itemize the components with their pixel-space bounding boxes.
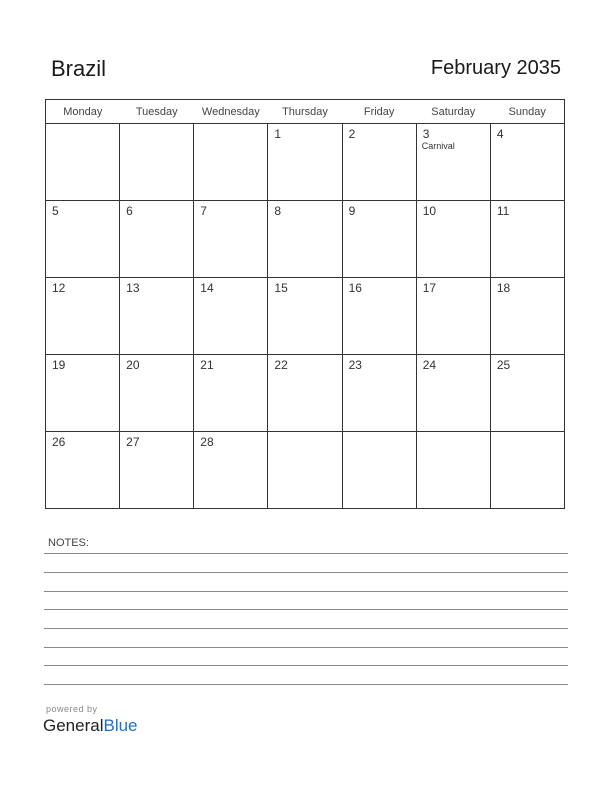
week-row <box>46 124 565 201</box>
calendar-grid <box>45 99 565 509</box>
note-line <box>44 665 568 666</box>
day-cell <box>46 355 120 432</box>
brand-general: General <box>43 716 104 735</box>
day-cell <box>120 278 194 355</box>
day-number: 19 <box>52 358 66 372</box>
day-number: 1 <box>274 127 282 141</box>
day-number: 21 <box>200 358 214 372</box>
day-cell <box>268 355 342 432</box>
country-title: Brazil <box>51 56 107 81</box>
day-number: 3 <box>422 127 430 141</box>
week-row <box>46 355 565 432</box>
brand-logo <box>43 716 138 736</box>
day-number: 25 <box>496 358 511 372</box>
day-cell <box>120 201 194 278</box>
holiday-label: Carnival <box>421 141 455 151</box>
month-title: February 2035 <box>430 57 561 79</box>
day-cell <box>416 124 490 201</box>
day-number: 27 <box>126 435 140 449</box>
day-cell <box>416 201 490 278</box>
day-cell <box>46 432 120 509</box>
day-cell <box>268 432 342 509</box>
day-number: 24 <box>422 358 437 372</box>
weekday-thursday: Thursday <box>268 100 342 124</box>
day-cell <box>194 124 268 201</box>
day-cell <box>46 201 120 278</box>
note-line <box>44 609 568 610</box>
day-cell <box>490 201 564 278</box>
day-cell <box>342 432 416 509</box>
weekday-tuesday: Tuesday <box>120 100 194 124</box>
day-number: 15 <box>274 281 288 295</box>
weekday-wednesday: Wednesday <box>194 100 268 124</box>
note-line <box>44 628 568 629</box>
weekday-saturday: Saturday <box>416 100 490 124</box>
day-cell <box>342 355 416 432</box>
weekday-friday: Friday <box>342 100 416 124</box>
day-number: 20 <box>126 358 140 372</box>
day-cell <box>194 278 268 355</box>
day-number: 22 <box>274 358 288 372</box>
note-line <box>44 684 568 685</box>
brand-blue: Blue <box>103 716 138 735</box>
day-cell <box>194 201 268 278</box>
note-line <box>44 553 568 554</box>
day-number: 2 <box>348 127 356 141</box>
weekday-header-row <box>46 100 565 124</box>
day-number: 9 <box>348 204 356 218</box>
note-line <box>44 647 568 648</box>
day-number: 26 <box>52 435 66 449</box>
day-cell <box>120 432 194 509</box>
day-cell <box>194 355 268 432</box>
day-number: 13 <box>126 281 140 295</box>
day-number: 6 <box>126 204 133 218</box>
day-cell <box>342 201 416 278</box>
day-number: 17 <box>422 281 437 295</box>
day-number: 5 <box>52 204 59 218</box>
week-row <box>46 432 565 509</box>
day-number: 28 <box>200 435 214 449</box>
day-cell <box>416 355 490 432</box>
note-line <box>44 572 568 573</box>
day-cell <box>490 124 564 201</box>
day-cell <box>342 124 416 201</box>
weekday-sunday: Sunday <box>490 100 564 124</box>
day-cell <box>46 124 120 201</box>
day-cell <box>416 432 490 509</box>
day-number: 7 <box>200 204 207 218</box>
day-number: 14 <box>200 281 214 295</box>
day-cell <box>46 278 120 355</box>
note-line <box>44 591 568 592</box>
day-number: 12 <box>52 281 66 295</box>
day-cell <box>416 278 490 355</box>
day-cell <box>268 201 342 278</box>
week-row <box>46 278 565 355</box>
day-cell <box>120 124 194 201</box>
day-number: 23 <box>348 358 362 372</box>
day-number: 18 <box>496 281 511 295</box>
day-cell <box>268 278 342 355</box>
weekday-monday: Monday <box>46 100 120 124</box>
day-cell <box>268 124 342 201</box>
day-cell <box>490 355 564 432</box>
day-cell <box>120 355 194 432</box>
day-cell <box>194 432 268 509</box>
day-number: 11 <box>496 204 510 218</box>
day-number: 4 <box>496 127 504 141</box>
day-cell <box>490 432 564 509</box>
day-cell <box>342 278 416 355</box>
notes-label: NOTES: <box>48 537 89 549</box>
day-number: 16 <box>348 281 362 295</box>
week-row <box>46 201 565 278</box>
powered-by-text: powered by <box>46 704 98 714</box>
day-cell <box>490 278 564 355</box>
day-number: 10 <box>422 204 437 218</box>
day-number: 8 <box>274 204 282 218</box>
